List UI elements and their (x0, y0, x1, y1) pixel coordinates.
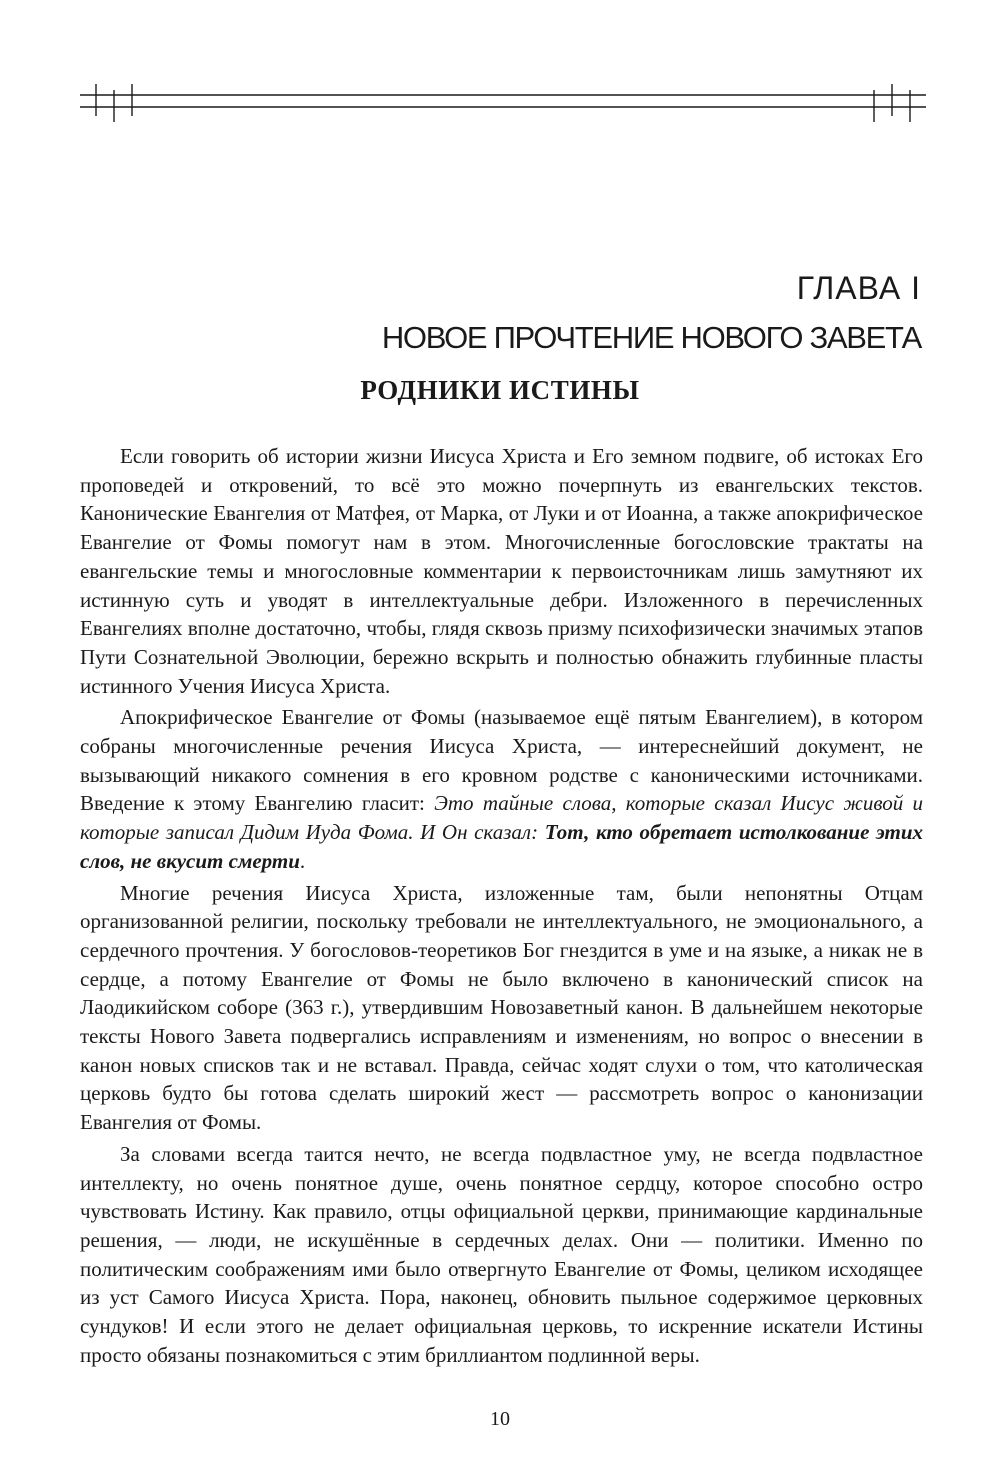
paragraph-2 (80, 703, 923, 875)
body-text (80, 442, 923, 1370)
quote-introduction: Это тайные слова, которые сказал Иисус живой и которые записал Дидим Иуда Фома. И Он сказал: (80, 791, 923, 845)
paragraph-1-text: Если говорить об истории жизни Иисуса Христа и Его земном подвиге, об истоках Его проповедей и откровений, то всё это можно почерпнуть из евангельских текстов. Канонические Евангелия от Матфея, от Марка, от Луки и от Иоанна, а также апокрифическое Евангелие от Фомы помогут нам в этом. Многочисленные богословские трактаты на евангельские темы и многословные комментарии к первоисточникам лишь замутняют их истинную суть и уводят в интеллектуальные дебри. Изложенного в перечисленных Евангелиях вполне достаточно, чтобы, глядя сквозь призму психофизически значимых этапов Пути Сознательной Эволюции, бережно вскрыть и полностью обнажить глубинные пласты истинного Учения Иисуса Христа. (80, 444, 923, 698)
paragraph-4-text: За словами всегда таится нечто, не всегда подвластное уму, не всегда подвластное интеллекту, но очень понятное душе, очень понятное сердцу, которое способно остро чувствовать Истину. Как правило, отцы официальной церкви, принимающие кардинальные решения, — люди, не искушённые в сердечных делах. Они — политики. Именно по политическим соображениям ими было отвергнуто Евангелие от Фомы, целиком исходящее из уст Самого Иисуса Христа. Пора, наконец, обновить пыльное содержимое церковных сундуков! И если этого не делает официальная церковь, то искренние искатели Истины просто обязаны познакомиться с этим бриллиантом подлинной веры. (80, 1141, 923, 1367)
paragraph-1 (80, 442, 923, 700)
chapter-title: НОВОЕ ПРОЧТЕНИЕ НОВОГО ЗАВЕТА (381, 320, 921, 355)
header-ornament (80, 82, 926, 122)
paragraph-3 (80, 879, 923, 1137)
page-number: 10 (490, 1408, 510, 1430)
paragraph-4 (80, 1140, 923, 1370)
section-title: РОДНИКИ ИСТИНЫ (360, 375, 640, 405)
paragraph-2-text: Апокрифическое Евангелие от Фомы (называемое ещё пятым Евангелием), в котором собраны многочисленные речения Иисуса Христа, — интереснейший документ, не вызывающий никакого сомнения в его кровном родстве с каноническими источниками. Введение к этому Евангелию гласит: (80, 705, 923, 816)
chapter-label: ГЛАВА I (796, 270, 921, 306)
quote-saying: Тот, кто обретает истолкование этих слов, не вкусит смерти (80, 820, 923, 873)
paragraph-3-text: Многие речения Иисуса Христа, изложенные там, были непонятны Отцам организованной религии, поскольку требовали не интеллектуального, не эмоционального, а сердечного прочтения. У богословов-теоретиков Бог гнездится в уме и на языке, а никак не в сердце, а потому Евангелие от Фомы не было включено в канонический список на Лаодикийском соборе (363 г.), утвердившим Новозаветный канон. В дальнейшем некоторые тексты Нового Завета подвергались исправлениям и изменениям, но вопрос о внесении в канон новых списков так и не вставал. Правда, сейчас ходят слухи о том, что католическая церковь будто бы готова сделать широкий жест — рассмотреть вопрос о канонизации Евангелия от Фомы. (80, 880, 923, 1135)
chapter-heading (382, 268, 921, 358)
quote-end: . (299, 848, 306, 873)
